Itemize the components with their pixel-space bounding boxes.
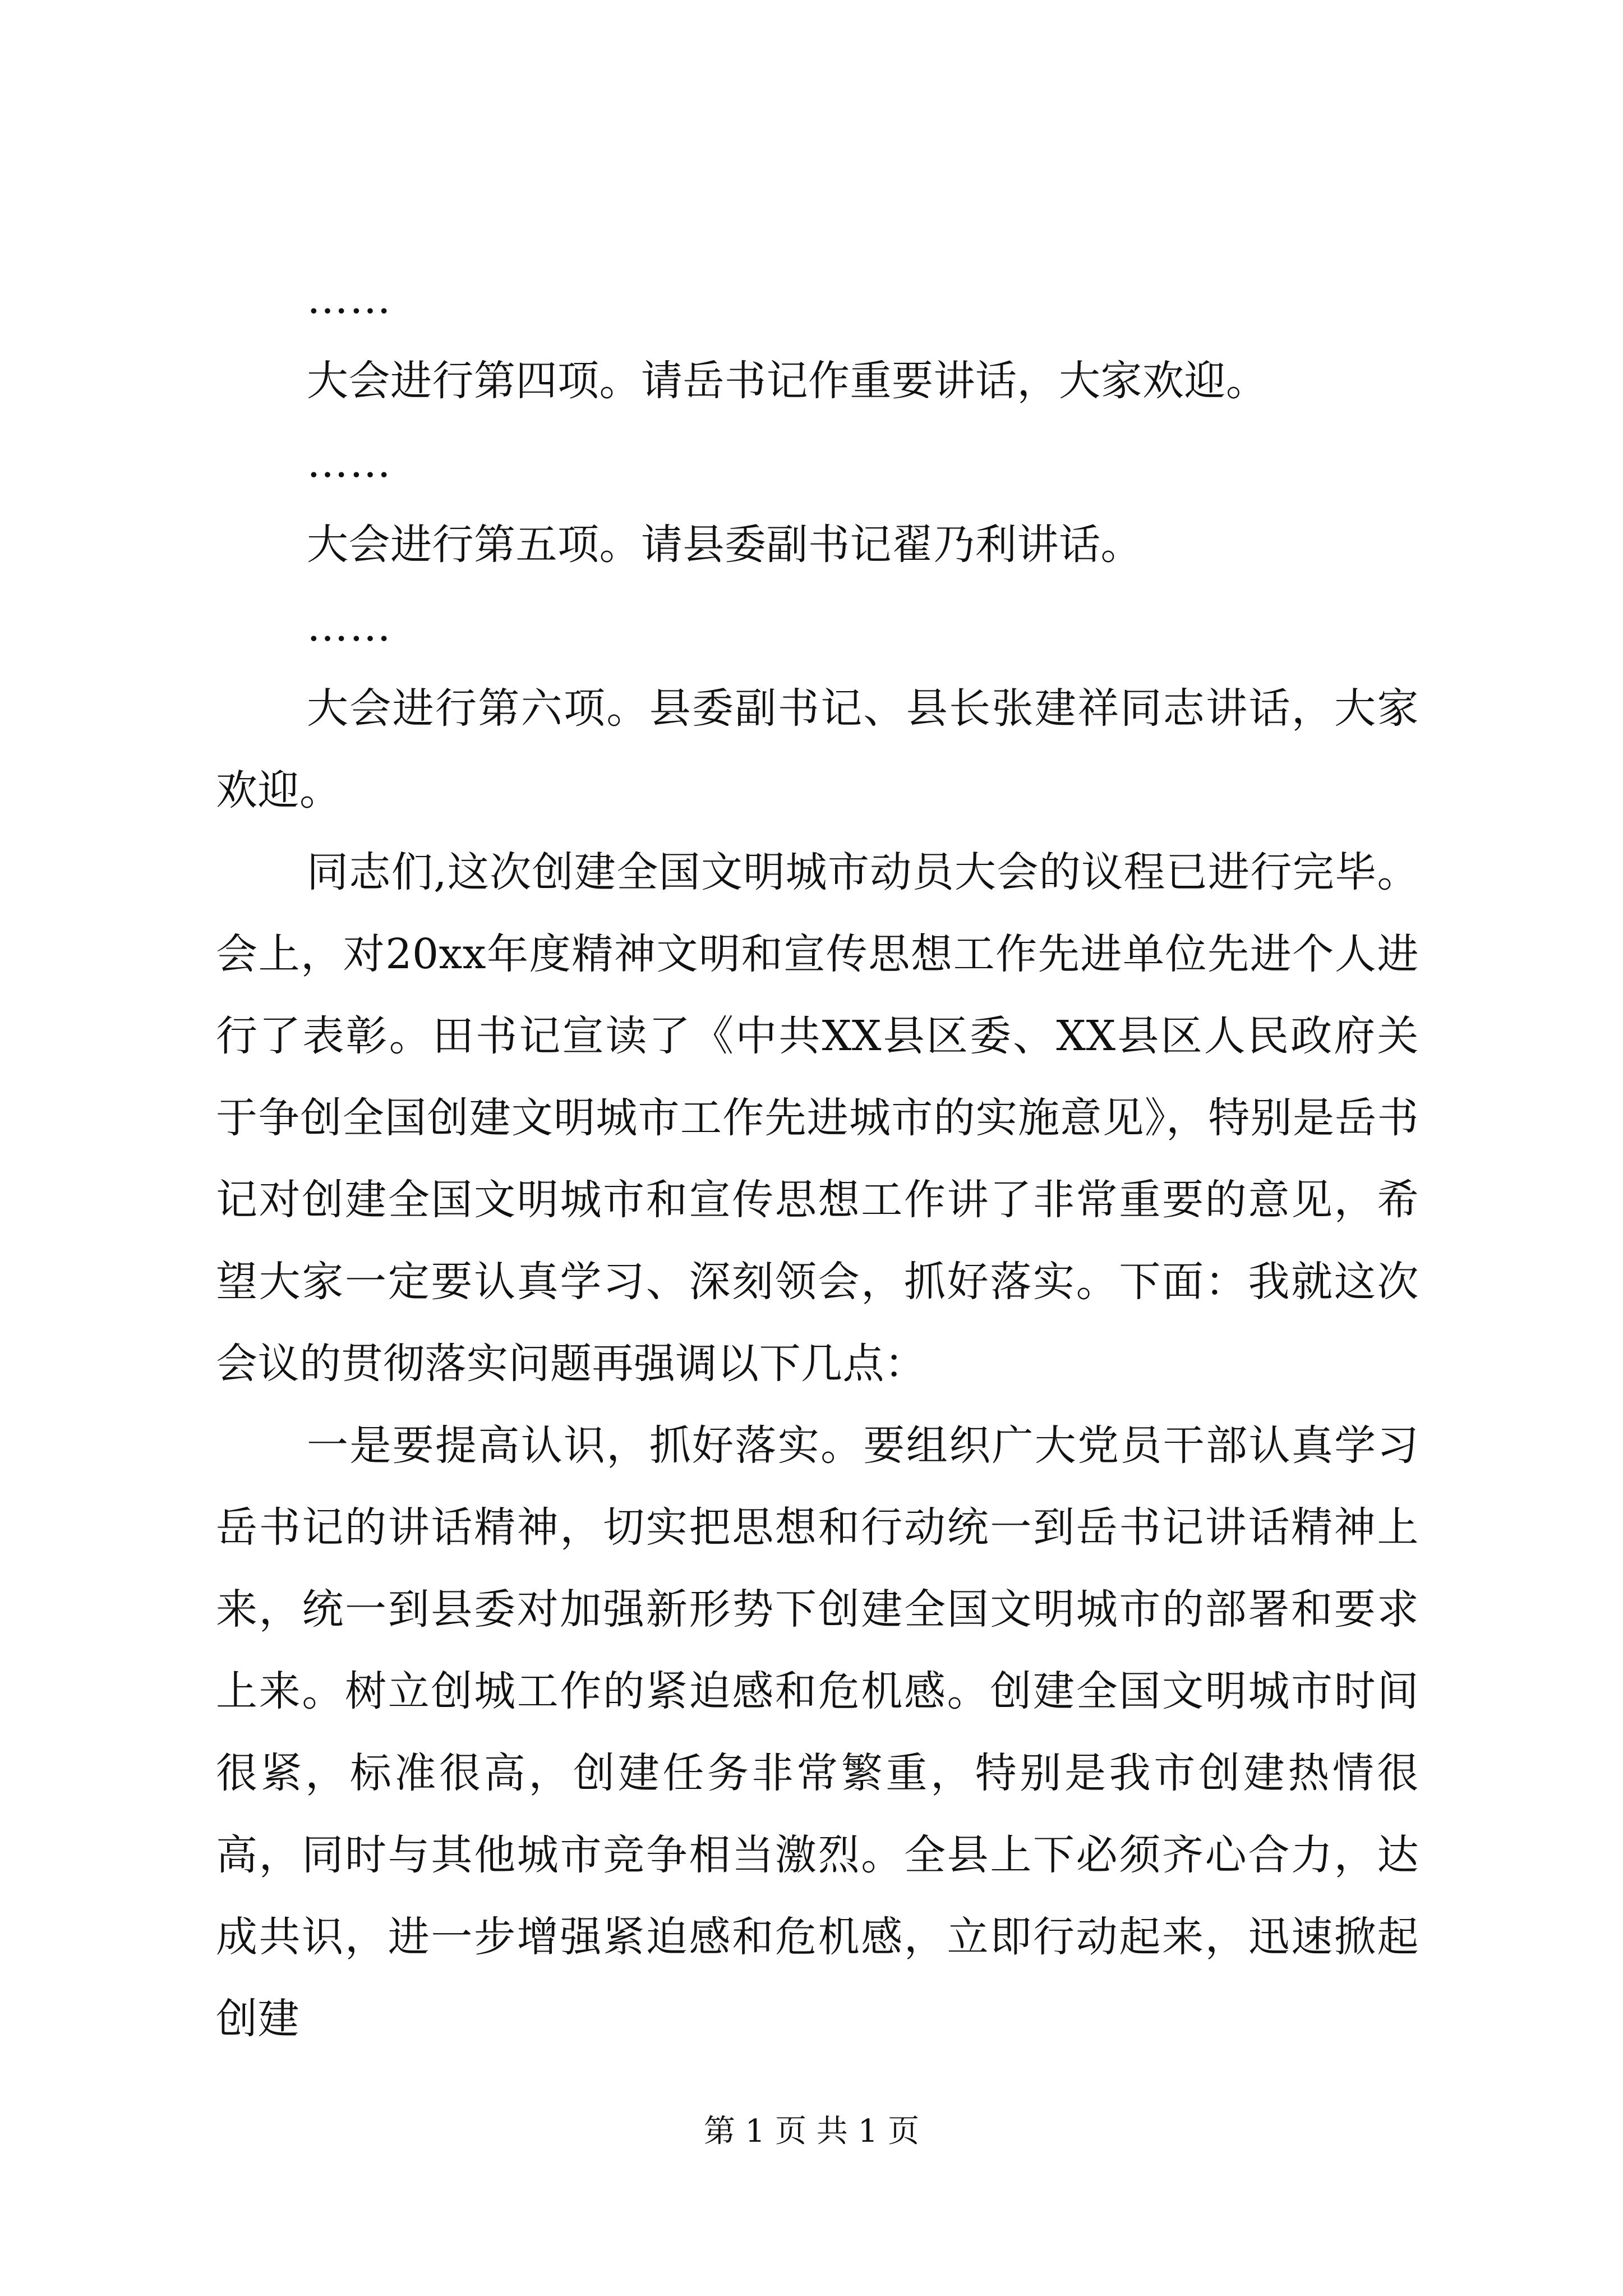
ellipsis-line: …… — [307, 275, 392, 323]
paragraph-agenda-item-6: 大会进行第六项。县委副书记、县长张建祥同志讲话，大家欢迎。 — [216, 684, 1419, 815]
page-footer: 第 1 页 共 1 页 — [703, 2113, 920, 2150]
document-body — [216, 258, 1419, 2060]
paragraph-point-1: 一是要提高认识，抓好落实。要组织广大党员干部认真学习岳书记的讲话精神，切实把思想和行动统一到岳书记讲话精神上来，统一到县委对加强新形势下创建全国文明城市的部署和要求上来。树立创城工作的紧迫感和危机感。创建全国文明城市时间很紧，标准很高，创建任务非常繁重，特别是我市创建热情很高，同时与其他城市竞争相当激烈。全县上下必须齐心合力，达成共识，进一步增强紧迫感和危机感，立即行动起来，迅速掀起创建 — [216, 1421, 1419, 2043]
ellipsis-line: …… — [307, 439, 392, 487]
paragraph-agenda-item-5: 大会进行第五项。请县委副书记翟乃利讲话。 — [307, 521, 1142, 569]
paragraph-summary: 同志们,这次创建全国文明城市动员大会的议程已进行完毕。会上，对20xx年度精神文明和宣传思想工作先进单位先进个人进行了表彰。田书记宣读了《中共XX县区委、XX县区人民政府关于争创全国创建文明城市工作先进城市的实施意见》，特别是岳书记对创建全国文明城市和宣传思想工作讲了非常重要的意见，希望大家一定要认真学习、深刻领会，抓好落实。下面：我就这次会议的贯彻落实问题再强调以下几点： — [216, 848, 1419, 1388]
ellipsis-line: …… — [307, 602, 392, 651]
paragraph-agenda-item-4: 大会进行第四项。请岳书记作重要讲话，大家欢迎。 — [307, 357, 1268, 405]
